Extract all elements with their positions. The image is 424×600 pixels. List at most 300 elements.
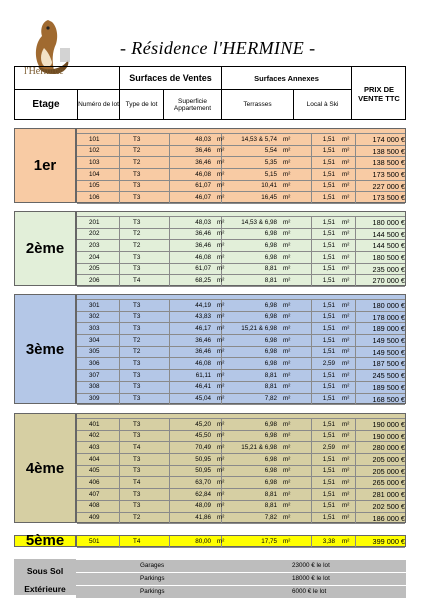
table-row <box>77 229 405 241</box>
table-row <box>77 431 405 443</box>
local-ski: 1,51 <box>322 230 335 238</box>
superficie: 70,49 <box>195 443 211 451</box>
local-ski: 1,51 <box>322 383 335 391</box>
floor-block <box>14 532 406 550</box>
terrasse: 6,98 <box>264 230 277 238</box>
unit-m2: m² <box>342 313 350 321</box>
unit-m2: m² <box>217 147 225 155</box>
lot-type: T3 <box>133 135 141 143</box>
unit-m2: m² <box>283 135 291 143</box>
floor-block <box>14 294 406 404</box>
unit-m2: m² <box>217 478 225 486</box>
table-row <box>77 169 405 181</box>
prix: 245 500 € <box>372 371 405 381</box>
lot-type: T2 <box>133 514 141 521</box>
lot-number: 308 <box>89 383 100 391</box>
superficie: 68,25 <box>195 276 211 284</box>
lot-number: 309 <box>89 395 100 402</box>
unit-m2: m² <box>217 537 225 545</box>
superficie: 36,46 <box>195 348 211 356</box>
local-ski: 1,51 <box>322 490 335 498</box>
unit-m2: m² <box>217 193 225 201</box>
lot-number: 408 <box>89 502 100 510</box>
prix: 189 500 € <box>372 382 405 392</box>
lot-type: T3 <box>133 371 141 379</box>
unit-m2: m² <box>217 348 225 356</box>
superficie: 80,00 <box>195 537 211 545</box>
unit-m2: m² <box>217 502 225 510</box>
unit-m2: m² <box>342 147 350 155</box>
prix: 138 500 € <box>372 158 405 168</box>
superficie: 45,20 <box>195 420 211 428</box>
terrasse: 6,98 <box>264 467 277 475</box>
prix: 180 000 € <box>372 218 405 227</box>
lot-number: 102 <box>89 147 100 155</box>
unit-m2: m² <box>342 230 350 238</box>
unit-m2: m² <box>283 514 291 521</box>
superficie: 61,11 <box>195 371 211 379</box>
terrasse: 17,75 <box>261 537 277 545</box>
unit-m2: m² <box>283 301 291 309</box>
unit-m2: m² <box>283 420 291 428</box>
unit-m2: m² <box>217 301 225 309</box>
unit-m2: m² <box>283 490 291 498</box>
lot-number: 103 <box>89 158 100 166</box>
prix: 205 000 € <box>372 466 405 476</box>
superficie: 48,03 <box>195 135 211 143</box>
lot-number: 501 <box>89 537 100 545</box>
lot-number: 407 <box>89 490 100 498</box>
unit-m2: m² <box>217 467 225 475</box>
unit-m2: m² <box>283 359 291 367</box>
header-type-lot: Type de lot <box>119 89 163 120</box>
terrasse: 8,81 <box>264 371 277 379</box>
superficie: 48,03 <box>195 218 211 226</box>
header-numero: Numéro de lot <box>77 89 119 120</box>
terrasse: 6,98 <box>264 432 277 440</box>
terrasse: 8,81 <box>264 265 277 273</box>
table-row <box>77 134 405 146</box>
local-ski: 1,51 <box>322 395 335 402</box>
local-ski: 1,51 <box>322 158 335 166</box>
table-row <box>77 264 405 276</box>
prix: 138 500 € <box>372 146 405 156</box>
lot-type: T4 <box>133 537 141 545</box>
local-ski: 1,51 <box>322 514 335 521</box>
logo-text: l'Hermine <box>24 66 64 77</box>
superficie: 36,46 <box>195 230 211 238</box>
unit-m2: m² <box>342 420 350 428</box>
unit-m2: m² <box>283 147 291 155</box>
table-row <box>77 275 405 287</box>
prix: 149 500 € <box>372 336 405 346</box>
header-etage: Etage <box>32 99 60 110</box>
terrasse: 15,21 & 6,98 <box>241 324 277 332</box>
table-row <box>77 300 405 312</box>
prix: 174 000 € <box>372 135 405 144</box>
prix: 235 000 € <box>372 264 405 274</box>
local-ski: 1,51 <box>322 301 335 309</box>
superficie: 50,95 <box>195 455 211 463</box>
superficie: 45,50 <box>195 432 211 440</box>
prix: 270 000 € <box>372 276 405 286</box>
table-row <box>77 489 405 501</box>
superficie: 43,83 <box>195 313 211 321</box>
lot-number: 205 <box>89 265 100 273</box>
unit-m2: m² <box>342 371 350 379</box>
unit-m2: m² <box>283 253 291 261</box>
table-row <box>77 146 405 158</box>
lot-number: 106 <box>89 193 100 201</box>
local-ski: 1,51 <box>322 467 335 475</box>
unit-m2: m² <box>342 135 350 143</box>
unit-m2: m² <box>342 170 350 178</box>
superficie: 46,08 <box>195 253 211 261</box>
lot-number: 406 <box>89 478 100 486</box>
floor-block <box>14 128 406 203</box>
lot-type: T3 <box>133 502 141 510</box>
unit-m2: m² <box>342 218 350 226</box>
lot-number: 304 <box>89 336 100 344</box>
label-exterieure: Extérieure <box>14 583 76 595</box>
prix: 265 000 € <box>372 478 405 488</box>
unit-m2: m² <box>342 490 350 498</box>
lot-type: T3 <box>133 193 141 201</box>
local-ski: 2,59 <box>322 359 335 367</box>
local-ski: 1,51 <box>322 253 335 261</box>
prix: 227 000 € <box>372 181 405 191</box>
floor-rows <box>76 128 406 203</box>
prix: 189 000 € <box>372 324 405 334</box>
lot-type: T3 <box>133 182 141 190</box>
superficie: 61,07 <box>195 265 211 273</box>
table-row <box>77 252 405 264</box>
prix: 180 000 € <box>372 301 405 310</box>
unit-m2: m² <box>283 443 291 451</box>
unit-m2: m² <box>342 241 350 249</box>
header-terrasses: Terrasses <box>221 89 293 120</box>
unit-m2: m² <box>217 265 225 273</box>
prix: 186 000 € <box>372 513 405 523</box>
local-ski: 1,51 <box>322 218 335 226</box>
local-ski: 1,51 <box>322 182 335 190</box>
unit-m2: m² <box>217 135 225 143</box>
unit-m2: m² <box>342 502 350 510</box>
unit-m2: m² <box>283 383 291 391</box>
unit-m2: m² <box>283 230 291 238</box>
unit-m2: m² <box>217 170 225 178</box>
unit-m2: m² <box>217 313 225 321</box>
terrasse: 8,81 <box>264 383 277 391</box>
unit-m2: m² <box>217 490 225 498</box>
prix: 187 500 € <box>372 359 405 369</box>
table-row <box>77 192 405 204</box>
terrasse: 6,98 <box>264 348 277 356</box>
lot-type: T3 <box>133 490 141 498</box>
table-row <box>77 536 405 548</box>
unit-m2: m² <box>283 276 291 284</box>
local-ski: 1,51 <box>322 432 335 440</box>
superficie: 61,07 <box>195 182 211 190</box>
prix: 281 000 € <box>372 490 405 500</box>
unit-m2: m² <box>217 383 225 391</box>
lot-type: T2 <box>133 241 141 249</box>
table-header <box>14 66 406 120</box>
terrasse: 15,21 & 6,98 <box>241 443 277 451</box>
lot-number: 409 <box>89 514 100 521</box>
local-ski: 1,51 <box>322 147 335 155</box>
lot-type: T3 <box>133 218 141 226</box>
lot-type: T3 <box>133 313 141 321</box>
table-row <box>77 323 405 335</box>
lot-number: 302 <box>89 313 100 321</box>
terrasse: 7,82 <box>264 514 277 521</box>
table-row <box>77 477 405 489</box>
header-prix: PRIX DE VENTE TTC <box>351 67 406 120</box>
lot-number: 204 <box>89 253 100 261</box>
superficie: 48,09 <box>195 502 211 510</box>
unit-m2: m² <box>342 359 350 367</box>
unit-m2: m² <box>217 218 225 226</box>
superficie: 46,07 <box>195 193 211 201</box>
local-ski: 1,51 <box>322 478 335 486</box>
table-row <box>77 358 405 370</box>
unit-m2: m² <box>217 395 225 402</box>
terrasse: 6,98 <box>264 420 277 428</box>
superficie: 41,86 <box>195 514 211 521</box>
lot-number: 303 <box>89 324 100 332</box>
annex-row <box>76 572 406 585</box>
unit-m2: m² <box>217 420 225 428</box>
floor-label: 4ème <box>14 413 76 523</box>
unit-m2: m² <box>342 324 350 332</box>
header-superficie: Superficie Appartement <box>163 89 221 120</box>
terrasse: 14,53 & 5,74 <box>241 135 277 143</box>
table-row <box>77 335 405 347</box>
lot-number: 202 <box>89 230 100 238</box>
superficie: 36,46 <box>195 147 211 155</box>
lot-number: 105 <box>89 182 100 190</box>
terrasse: 10,41 <box>261 182 277 190</box>
lot-type: T3 <box>133 301 141 309</box>
lot-type: T4 <box>133 276 141 284</box>
lot-number: 301 <box>89 301 100 309</box>
unit-m2: m² <box>342 478 350 486</box>
header-surfaces-annexes: Surfaces Annexes <box>221 67 351 89</box>
local-ski: 1,51 <box>322 420 335 428</box>
superficie: 46,08 <box>195 359 211 367</box>
floor-label: 1er <box>14 128 76 203</box>
unit-m2: m² <box>217 276 225 284</box>
annex-price: 6000 € le lot <box>292 588 327 595</box>
local-ski: 1,51 <box>322 455 335 463</box>
terrasse: 6,98 <box>264 455 277 463</box>
local-ski: 1,51 <box>322 336 335 344</box>
table-row <box>77 312 405 324</box>
table-row <box>77 382 405 394</box>
unit-m2: m² <box>283 502 291 510</box>
table-row <box>77 501 405 513</box>
floor-label: 5ème <box>14 535 76 547</box>
lot-type: T2 <box>133 147 141 155</box>
unit-m2: m² <box>283 455 291 463</box>
local-ski: 1,51 <box>322 348 335 356</box>
superficie: 36,46 <box>195 241 211 249</box>
table-row <box>77 454 405 466</box>
lot-type: T4 <box>133 443 141 451</box>
unit-m2: m² <box>217 324 225 332</box>
annex-name: Parkings <box>140 588 165 595</box>
lot-type: T3 <box>133 467 141 475</box>
unit-m2: m² <box>283 467 291 475</box>
prix: 178 000 € <box>372 312 405 322</box>
local-ski: 1,51 <box>322 371 335 379</box>
unit-m2: m² <box>283 218 291 226</box>
unit-m2: m² <box>217 514 225 521</box>
unit-m2: m² <box>283 241 291 249</box>
unit-m2: m² <box>283 348 291 356</box>
lot-type: T3 <box>133 395 141 402</box>
lot-number: 401 <box>89 420 100 428</box>
local-ski: 3,38 <box>322 537 335 545</box>
lot-number: 307 <box>89 371 100 379</box>
lot-number: 101 <box>89 135 100 143</box>
floor-rows <box>76 211 406 286</box>
terrasse: 8,81 <box>264 502 277 510</box>
label-sous-sol: Sous Sol <box>14 559 76 583</box>
table-row <box>77 513 405 525</box>
lot-type: T2 <box>133 230 141 238</box>
local-ski: 1,51 <box>322 135 335 143</box>
superficie: 45,04 <box>195 395 211 402</box>
unit-m2: m² <box>342 455 350 463</box>
terrasse: 5,15 <box>264 170 277 178</box>
terrasse: 6,98 <box>264 478 277 486</box>
superficie: 46,08 <box>195 170 211 178</box>
prix: 202 500 € <box>372 501 405 511</box>
superficie: 46,17 <box>195 324 211 332</box>
unit-m2: m² <box>217 182 225 190</box>
prix: 180 500 € <box>372 253 405 263</box>
annexes-rows <box>76 559 406 598</box>
local-ski: 1,51 <box>322 324 335 332</box>
superficie: 36,46 <box>195 336 211 344</box>
superficie: 36,46 <box>195 158 211 166</box>
prix: 190 000 € <box>372 431 405 441</box>
lot-number: 206 <box>89 276 100 284</box>
lot-type: T2 <box>133 336 141 344</box>
lot-type: T3 <box>133 420 141 428</box>
unit-m2: m² <box>217 432 225 440</box>
prix: 205 000 € <box>372 455 405 465</box>
unit-m2: m² <box>342 253 350 261</box>
unit-m2: m² <box>342 193 350 201</box>
local-ski: 1,51 <box>322 241 335 249</box>
annex-row <box>76 559 406 572</box>
unit-m2: m² <box>217 158 225 166</box>
table-row <box>77 442 405 454</box>
prix: 280 000 € <box>372 443 405 453</box>
unit-m2: m² <box>217 253 225 261</box>
unit-m2: m² <box>283 336 291 344</box>
floor-rows <box>76 535 406 547</box>
unit-m2: m² <box>342 158 350 166</box>
table-row <box>77 240 405 252</box>
lot-type: T3 <box>133 455 141 463</box>
prix: 168 500 € <box>372 394 405 404</box>
terrasse: 8,81 <box>264 490 277 498</box>
unit-m2: m² <box>342 265 350 273</box>
annex-name: Garages <box>140 562 165 569</box>
lot-number: 306 <box>89 359 100 367</box>
table-row <box>77 419 405 431</box>
unit-m2: m² <box>342 467 350 475</box>
page-title: - Résidence l'HERMINE - <box>120 38 316 58</box>
table-row <box>77 370 405 382</box>
floor-rows <box>76 413 406 523</box>
lot-type: T2 <box>133 348 141 356</box>
lot-type: T3 <box>133 265 141 273</box>
table-row <box>77 181 405 193</box>
lot-number: 405 <box>89 467 100 475</box>
floor-label: 2ème <box>14 211 76 286</box>
unit-m2: m² <box>283 265 291 273</box>
unit-m2: m² <box>342 383 350 391</box>
table-row <box>77 157 405 169</box>
terrasse: 6,98 <box>264 301 277 309</box>
local-ski: 1,51 <box>322 276 335 284</box>
header-local-ski: Local à Ski <box>293 89 351 120</box>
floor-block <box>14 413 406 523</box>
lot-type: T3 <box>133 359 141 367</box>
unit-m2: m² <box>342 395 350 402</box>
unit-m2: m² <box>283 170 291 178</box>
terrasse: 6,98 <box>264 253 277 261</box>
unit-m2: m² <box>342 537 350 545</box>
annex-name: Parkings <box>140 575 165 582</box>
unit-m2: m² <box>342 276 350 284</box>
prix: 190 000 € <box>372 420 405 429</box>
floor-block <box>14 211 406 286</box>
prix: 144 500 € <box>372 241 405 251</box>
superficie: 44,19 <box>195 301 211 309</box>
lot-type: T3 <box>133 324 141 332</box>
lot-type: T4 <box>133 478 141 486</box>
terrasse: 6,98 <box>264 336 277 344</box>
unit-m2: m² <box>283 537 291 545</box>
local-ski: 1,51 <box>322 502 335 510</box>
unit-m2: m² <box>283 371 291 379</box>
terrasse: 7,82 <box>264 395 277 402</box>
unit-m2: m² <box>342 348 350 356</box>
local-ski: 1,51 <box>322 265 335 273</box>
terrasse: 6,98 <box>264 313 277 321</box>
unit-m2: m² <box>342 336 350 344</box>
unit-m2: m² <box>342 443 350 451</box>
local-ski: 1,51 <box>322 170 335 178</box>
superficie: 46,41 <box>195 383 211 391</box>
table-row <box>77 217 405 229</box>
local-ski: 1,51 <box>322 193 335 201</box>
local-ski: 2,59 <box>322 443 335 451</box>
prix: 399 000 € <box>372 537 405 546</box>
unit-m2: m² <box>342 301 350 309</box>
table-row <box>77 466 405 478</box>
unit-m2: m² <box>283 432 291 440</box>
terrasse: 5,54 <box>264 147 277 155</box>
lot-number: 305 <box>89 348 100 356</box>
lot-type: T2 <box>133 158 141 166</box>
